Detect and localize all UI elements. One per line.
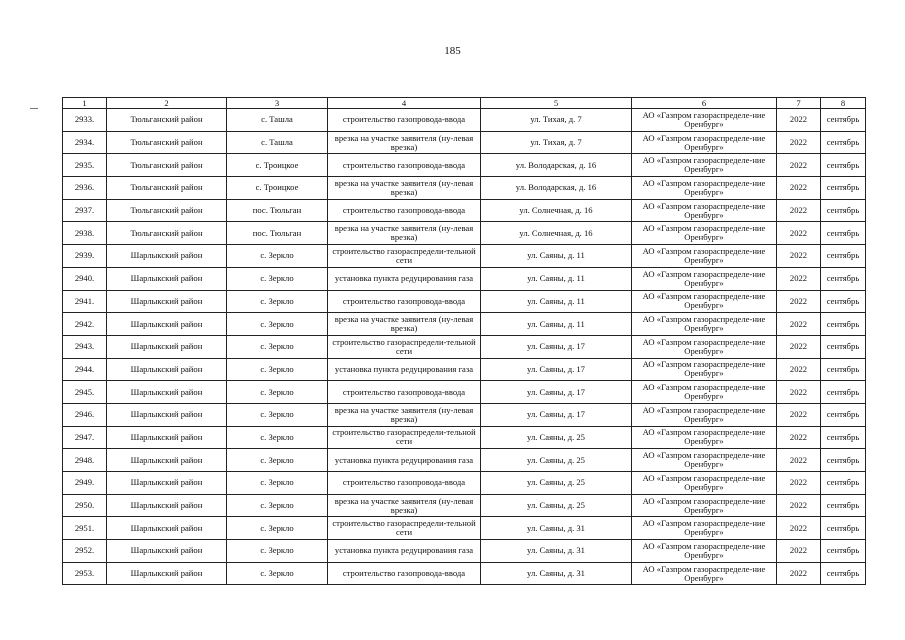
cell-district: Шарлыкский район <box>107 517 227 540</box>
cell-settlement: пос. Тюльган <box>227 222 328 245</box>
cell-year: 2022 <box>777 313 821 336</box>
cell-settlement: с. Ташла <box>227 131 328 154</box>
cell-month: сентябрь <box>821 358 866 381</box>
column-header: 6 <box>632 98 777 109</box>
cell-year: 2022 <box>777 335 821 358</box>
cell-month: сентябрь <box>821 154 866 177</box>
cell-month: сентябрь <box>821 517 866 540</box>
cell-work-type: строительство газопровода-ввода <box>328 109 481 132</box>
cell-year: 2022 <box>777 449 821 472</box>
margin-mark <box>30 108 38 109</box>
cell-work-type: установка пункта редуцирования газа <box>328 358 481 381</box>
cell-address: ул. Саяны, д. 17 <box>481 358 632 381</box>
table-row <box>63 109 866 132</box>
cell-year: 2022 <box>777 358 821 381</box>
cell-month: сентябрь <box>821 449 866 472</box>
cell-month: сентябрь <box>821 131 866 154</box>
cell-address: ул. Саяны, д. 11 <box>481 267 632 290</box>
cell-work-type: строительство газопровода-ввода <box>328 199 481 222</box>
page-number: 185 <box>444 45 461 57</box>
cell-work-type: установка пункта редуцирования газа <box>328 449 481 472</box>
table-row <box>63 222 866 245</box>
cell-district: Шарлыкский район <box>107 267 227 290</box>
table-row <box>63 540 866 563</box>
cell-settlement: с. Троицкое <box>227 154 328 177</box>
table-row <box>63 517 866 540</box>
cell-settlement: с. Зеркло <box>227 472 328 495</box>
table-row <box>63 154 866 177</box>
cell-row-number: 2948. <box>63 449 107 472</box>
table-row <box>63 267 866 290</box>
cell-address: ул. Володарская, д. 16 <box>481 177 632 200</box>
cell-year: 2022 <box>777 267 821 290</box>
cell-organization: АО «Газпром газораспределе-ние Оренбург» <box>632 494 777 517</box>
cell-organization: АО «Газпром газораспределе-ние Оренбург» <box>632 358 777 381</box>
cell-year: 2022 <box>777 562 821 585</box>
cell-settlement: с. Троицкое <box>227 177 328 200</box>
cell-organization: АО «Газпром газораспределе-ние Оренбург» <box>632 109 777 132</box>
cell-month: сентябрь <box>821 222 866 245</box>
table-row <box>63 562 866 585</box>
cell-organization: АО «Газпром газораспределе-ние Оренбург» <box>632 449 777 472</box>
cell-year: 2022 <box>777 426 821 449</box>
table-row <box>63 381 866 404</box>
cell-settlement: с. Зеркло <box>227 313 328 336</box>
cell-organization: АО «Газпром газораспределе-ние Оренбург» <box>632 131 777 154</box>
cell-year: 2022 <box>777 154 821 177</box>
column-header: 8 <box>821 98 866 109</box>
cell-organization: АО «Газпром газораспределе-ние Оренбург» <box>632 381 777 404</box>
cell-month: сентябрь <box>821 494 866 517</box>
cell-organization: АО «Газпром газораспределе-ние Оренбург» <box>632 540 777 563</box>
cell-organization: АО «Газпром газораспределе-ние Оренбург» <box>632 313 777 336</box>
table-row <box>63 177 866 200</box>
cell-row-number: 2947. <box>63 426 107 449</box>
cell-work-type: строительство газопровода-ввода <box>328 290 481 313</box>
cell-month: сентябрь <box>821 472 866 495</box>
cell-address: ул. Саяны, д. 31 <box>481 517 632 540</box>
column-header: 7 <box>777 98 821 109</box>
cell-work-type: строительство газопровода-ввода <box>328 562 481 585</box>
header-row <box>63 98 866 109</box>
cell-settlement: с. Зеркло <box>227 290 328 313</box>
cell-row-number: 2943. <box>63 335 107 358</box>
cell-month: сентябрь <box>821 199 866 222</box>
cell-district: Тюльганский район <box>107 109 227 132</box>
cell-organization: АО «Газпром газораспределе-ние Оренбург» <box>632 154 777 177</box>
cell-year: 2022 <box>777 177 821 200</box>
cell-settlement: с. Зеркло <box>227 517 328 540</box>
cell-row-number: 2942. <box>63 313 107 336</box>
cell-work-type: строительство газопровода-ввода <box>328 472 481 495</box>
cell-work-type: установка пункта редуцирования газа <box>328 267 481 290</box>
cell-year: 2022 <box>777 472 821 495</box>
cell-settlement: с. Зеркло <box>227 245 328 268</box>
column-header: 3 <box>227 98 328 109</box>
cell-organization: АО «Газпром газораспределе-ние Оренбург» <box>632 426 777 449</box>
cell-month: сентябрь <box>821 109 866 132</box>
cell-district: Тюльганский район <box>107 177 227 200</box>
column-header: 4 <box>328 98 481 109</box>
cell-settlement: с. Зеркло <box>227 494 328 517</box>
cell-row-number: 2939. <box>63 245 107 268</box>
table-body <box>63 109 866 585</box>
table-row <box>63 313 866 336</box>
cell-district: Шарлыкский район <box>107 472 227 495</box>
register-table <box>62 97 866 585</box>
cell-year: 2022 <box>777 199 821 222</box>
cell-district: Тюльганский район <box>107 154 227 177</box>
cell-work-type: врезка на участке заявителя (ну-левая врезка) <box>328 222 481 245</box>
cell-work-type: строительство газораспредели-тельной сети <box>328 245 481 268</box>
cell-work-type: строительство газораспредели-тельной сети <box>328 335 481 358</box>
cell-organization: АО «Газпром газораспределе-ние Оренбург» <box>632 222 777 245</box>
cell-address: ул. Саяны, д. 11 <box>481 290 632 313</box>
cell-work-type: строительство газораспредели-тельной сети <box>328 517 481 540</box>
table-row <box>63 426 866 449</box>
cell-address: ул. Володарская, д. 16 <box>481 154 632 177</box>
cell-organization: АО «Газпром газораспределе-ние Оренбург» <box>632 290 777 313</box>
cell-address: ул. Саяны, д. 17 <box>481 403 632 426</box>
cell-address: ул. Тихая, д. 7 <box>481 131 632 154</box>
cell-organization: АО «Газпром газораспределе-ние Оренбург» <box>632 245 777 268</box>
cell-month: сентябрь <box>821 245 866 268</box>
cell-settlement: с. Зеркло <box>227 267 328 290</box>
cell-row-number: 2935. <box>63 154 107 177</box>
cell-settlement: с. Зеркло <box>227 426 328 449</box>
cell-organization: АО «Газпром газораспределе-ние Оренбург» <box>632 177 777 200</box>
cell-address: ул. Саяны, д. 31 <box>481 562 632 585</box>
cell-address: ул. Солнечная, д. 16 <box>481 222 632 245</box>
cell-district: Шарлыкский район <box>107 426 227 449</box>
cell-settlement: с. Зеркло <box>227 540 328 563</box>
cell-district: Шарлыкский район <box>107 245 227 268</box>
cell-row-number: 2953. <box>63 562 107 585</box>
cell-settlement: с. Зеркло <box>227 403 328 426</box>
table-row <box>63 199 866 222</box>
cell-row-number: 2937. <box>63 199 107 222</box>
table-row <box>63 290 866 313</box>
cell-address: ул. Саяны, д. 31 <box>481 540 632 563</box>
cell-district: Тюльганский район <box>107 222 227 245</box>
cell-month: сентябрь <box>821 426 866 449</box>
cell-address: ул. Саяны, д. 25 <box>481 426 632 449</box>
table-row <box>63 335 866 358</box>
cell-district: Шарлыкский район <box>107 313 227 336</box>
cell-row-number: 2945. <box>63 381 107 404</box>
cell-organization: АО «Газпром газораспределе-ние Оренбург» <box>632 403 777 426</box>
table-row <box>63 472 866 495</box>
column-header: 1 <box>63 98 107 109</box>
cell-settlement: пос. Тюльган <box>227 199 328 222</box>
cell-settlement: с. Ташла <box>227 109 328 132</box>
cell-district: Шарлыкский район <box>107 290 227 313</box>
cell-address: ул. Саяны, д. 11 <box>481 313 632 336</box>
cell-settlement: с. Зеркло <box>227 335 328 358</box>
cell-month: сентябрь <box>821 562 866 585</box>
table-row <box>63 403 866 426</box>
table-header <box>63 98 866 109</box>
cell-year: 2022 <box>777 131 821 154</box>
cell-work-type: строительство газопровода-ввода <box>328 154 481 177</box>
cell-row-number: 2938. <box>63 222 107 245</box>
cell-year: 2022 <box>777 517 821 540</box>
cell-district: Шарлыкский район <box>107 335 227 358</box>
cell-organization: АО «Газпром газораспределе-ние Оренбург» <box>632 335 777 358</box>
cell-organization: АО «Газпром газораспределе-ние Оренбург» <box>632 562 777 585</box>
table-row <box>63 449 866 472</box>
cell-settlement: с. Зеркло <box>227 449 328 472</box>
cell-year: 2022 <box>777 290 821 313</box>
cell-year: 2022 <box>777 540 821 563</box>
cell-year: 2022 <box>777 381 821 404</box>
cell-address: ул. Саяны, д. 25 <box>481 449 632 472</box>
cell-organization: АО «Газпром газораспределе-ние Оренбург» <box>632 517 777 540</box>
cell-district: Шарлыкский район <box>107 562 227 585</box>
cell-work-type: строительство газопровода-ввода <box>328 381 481 404</box>
cell-district: Шарлыкский район <box>107 540 227 563</box>
cell-month: сентябрь <box>821 540 866 563</box>
cell-row-number: 2934. <box>63 131 107 154</box>
column-header: 2 <box>107 98 227 109</box>
cell-row-number: 2936. <box>63 177 107 200</box>
cell-month: сентябрь <box>821 403 866 426</box>
cell-address: ул. Саяны, д. 11 <box>481 245 632 268</box>
cell-work-type: строительство газораспредели-тельной сети <box>328 426 481 449</box>
cell-district: Шарлыкский район <box>107 381 227 404</box>
cell-district: Шарлыкский район <box>107 358 227 381</box>
cell-address: ул. Саяны, д. 17 <box>481 335 632 358</box>
cell-row-number: 2950. <box>63 494 107 517</box>
cell-work-type: врезка на участке заявителя (ну-левая врезка) <box>328 403 481 426</box>
cell-work-type: врезка на участке заявителя (ну-левая врезка) <box>328 177 481 200</box>
cell-year: 2022 <box>777 245 821 268</box>
cell-row-number: 2944. <box>63 358 107 381</box>
cell-address: ул. Тихая, д. 7 <box>481 109 632 132</box>
table-row <box>63 358 866 381</box>
cell-month: сентябрь <box>821 313 866 336</box>
cell-row-number: 2941. <box>63 290 107 313</box>
cell-row-number: 2951. <box>63 517 107 540</box>
cell-month: сентябрь <box>821 381 866 404</box>
cell-row-number: 2940. <box>63 267 107 290</box>
cell-row-number: 2952. <box>63 540 107 563</box>
cell-district: Шарлыкский район <box>107 494 227 517</box>
cell-row-number: 2946. <box>63 403 107 426</box>
cell-month: сентябрь <box>821 267 866 290</box>
cell-district: Тюльганский район <box>107 199 227 222</box>
cell-organization: АО «Газпром газораспределе-ние Оренбург» <box>632 472 777 495</box>
cell-organization: АО «Газпром газораспределе-ние Оренбург» <box>632 267 777 290</box>
cell-year: 2022 <box>777 222 821 245</box>
cell-settlement: с. Зеркло <box>227 358 328 381</box>
cell-month: сентябрь <box>821 177 866 200</box>
cell-work-type: врезка на участке заявителя (ну-левая врезка) <box>328 313 481 336</box>
cell-work-type: врезка на участке заявителя (ну-левая врезка) <box>328 494 481 517</box>
cell-address: ул. Саяны, д. 25 <box>481 472 632 495</box>
cell-district: Тюльганский район <box>107 131 227 154</box>
cell-address: ул. Саяны, д. 17 <box>481 381 632 404</box>
cell-address: ул. Солнечная, д. 16 <box>481 199 632 222</box>
cell-work-type: установка пункта редуцирования газа <box>328 540 481 563</box>
cell-row-number: 2949. <box>63 472 107 495</box>
cell-year: 2022 <box>777 494 821 517</box>
cell-year: 2022 <box>777 109 821 132</box>
cell-settlement: с. Зеркло <box>227 381 328 404</box>
cell-organization: АО «Газпром газораспределе-ние Оренбург» <box>632 199 777 222</box>
table-row <box>63 245 866 268</box>
cell-settlement: с. Зеркло <box>227 562 328 585</box>
cell-row-number: 2933. <box>63 109 107 132</box>
cell-month: сентябрь <box>821 290 866 313</box>
cell-month: сентябрь <box>821 335 866 358</box>
table-row <box>63 131 866 154</box>
cell-year: 2022 <box>777 403 821 426</box>
cell-district: Шарлыкский район <box>107 403 227 426</box>
table-row <box>63 494 866 517</box>
cell-address: ул. Саяны, д. 25 <box>481 494 632 517</box>
column-header: 5 <box>481 98 632 109</box>
cell-work-type: врезка на участке заявителя (ну-левая врезка) <box>328 131 481 154</box>
cell-district: Шарлыкский район <box>107 449 227 472</box>
